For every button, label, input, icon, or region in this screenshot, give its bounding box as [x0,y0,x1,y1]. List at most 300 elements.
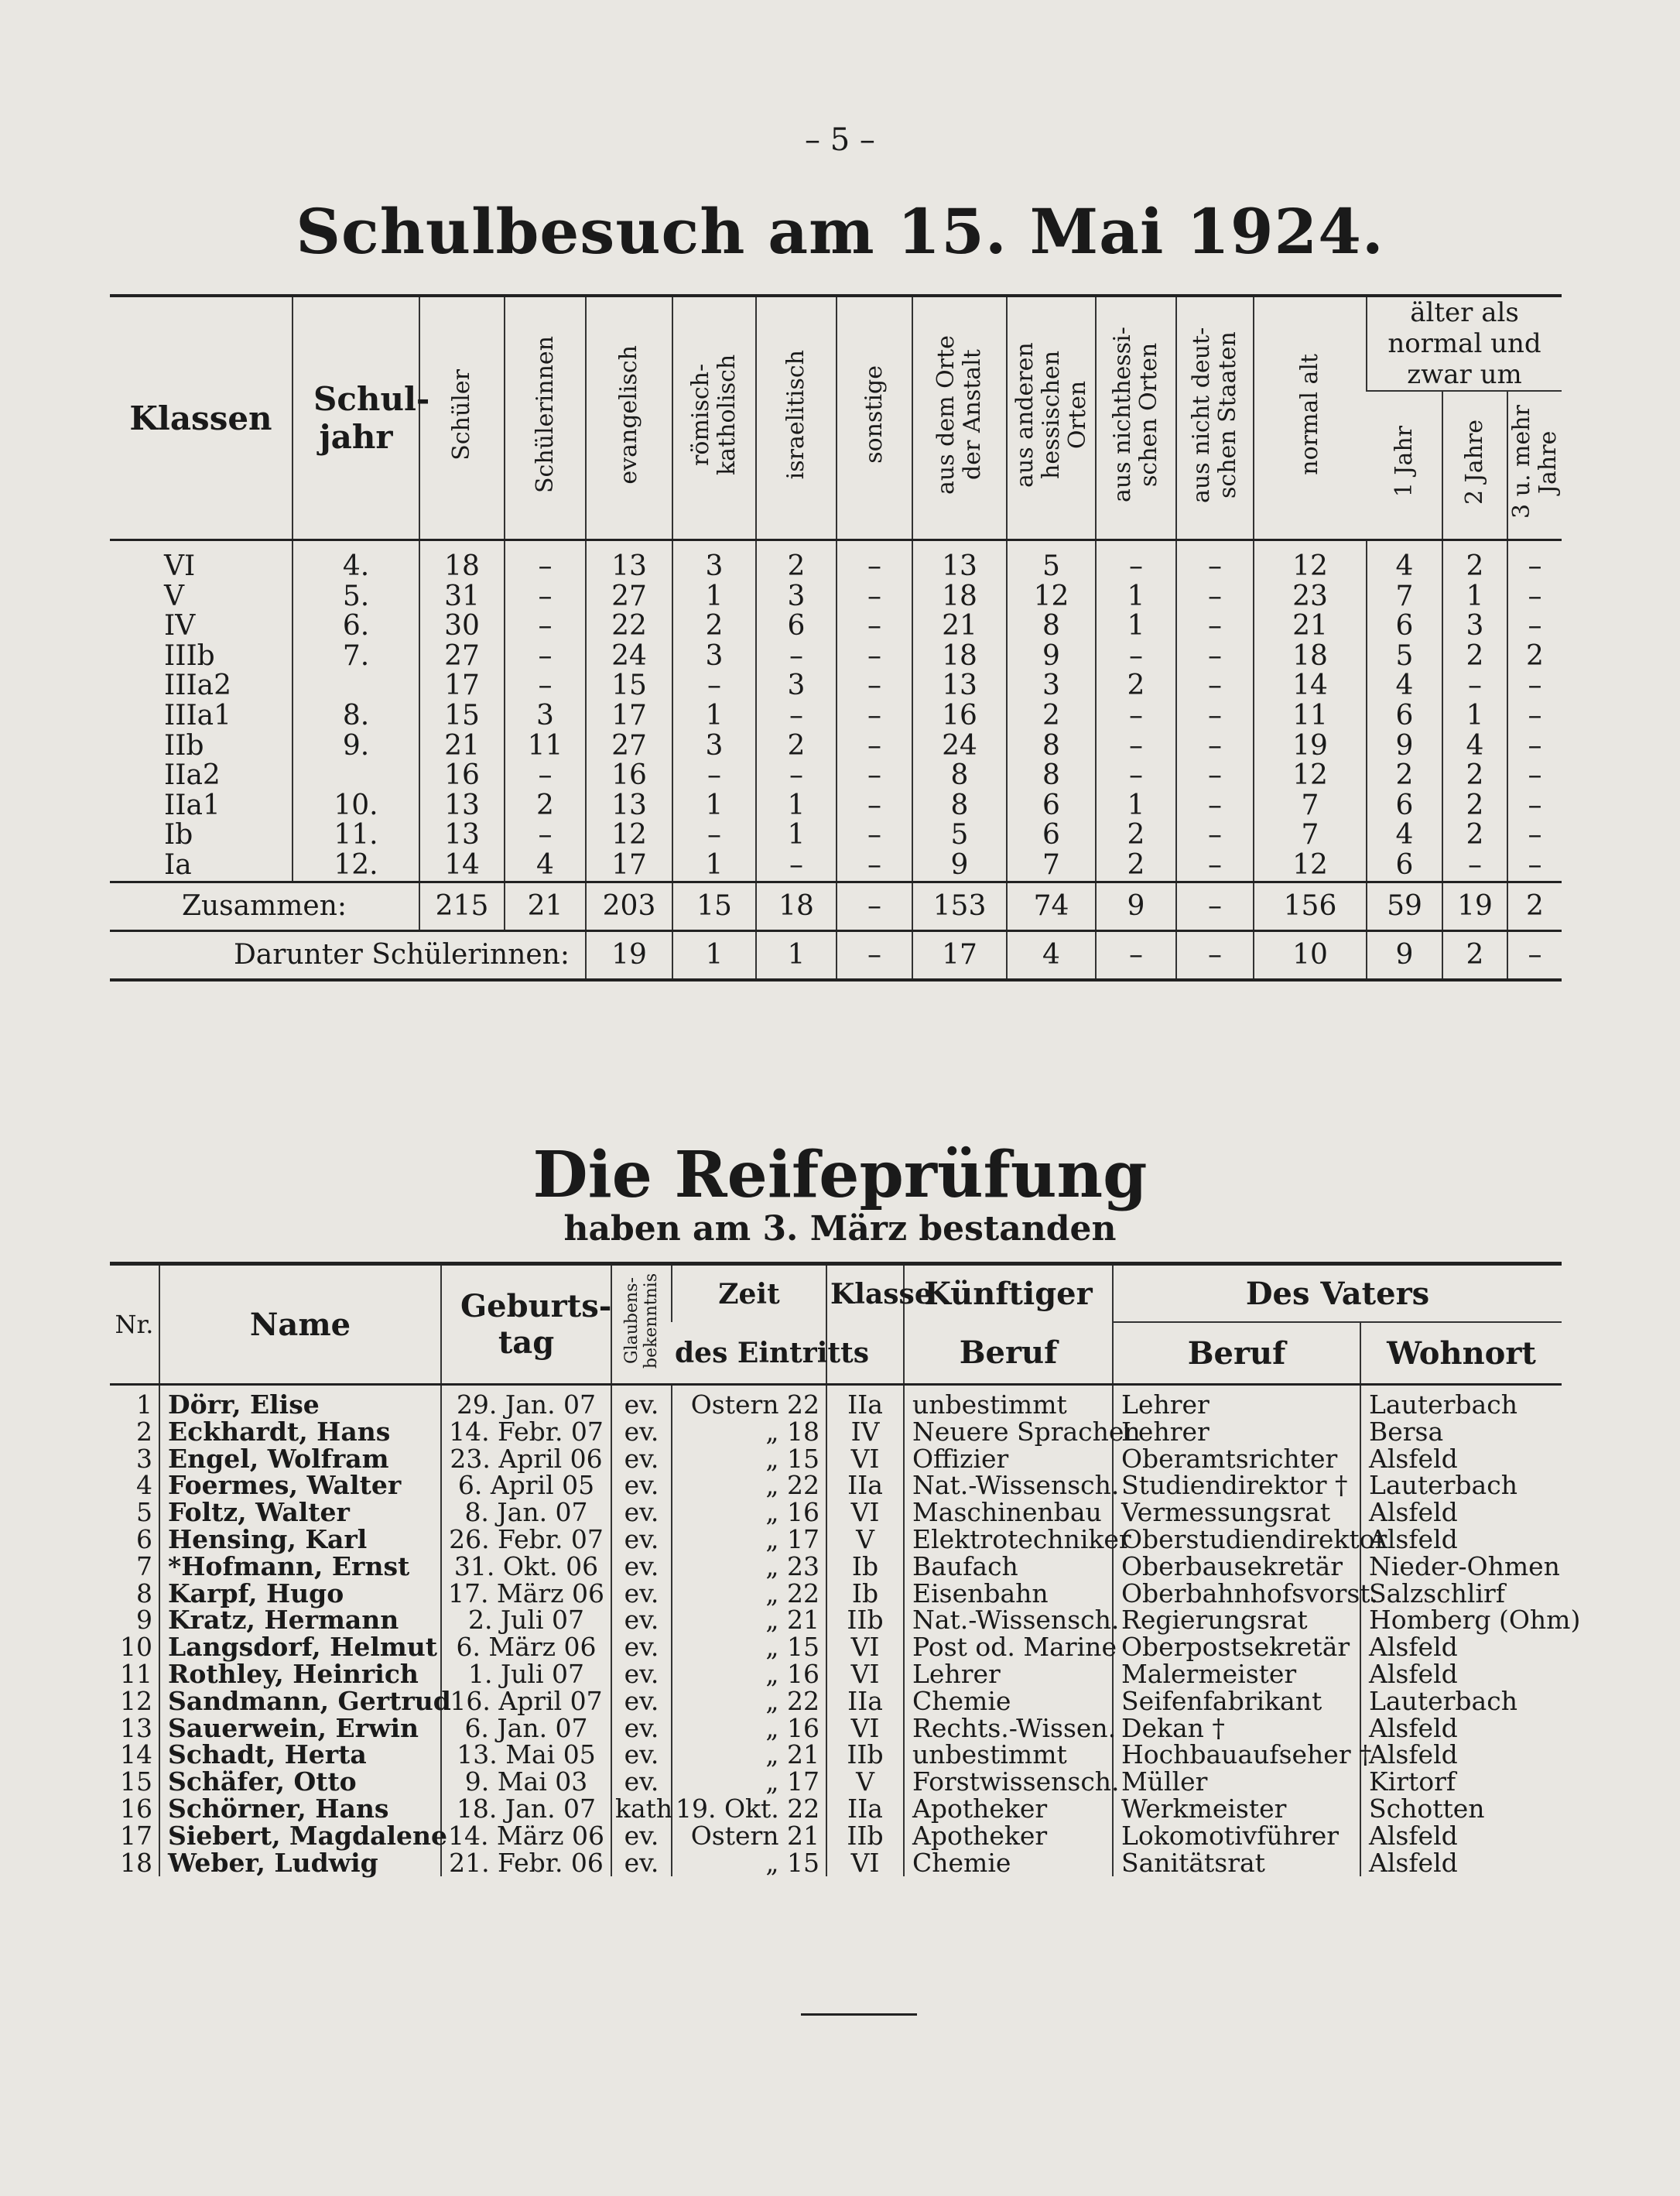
student-name: Schäfer, Otto [159,1769,441,1796]
exam-cell: Hochbauaufseher † [1113,1742,1360,1769]
class-name: IIb [164,729,204,762]
exam-cell: Baufach [904,1554,1113,1581]
total-cell: 19 [1442,882,1507,930]
girls-cell: 1 [756,930,837,980]
header-aelter-group: älter als normal und zwar um [1367,296,1562,391]
student-name: Rothley, Heinrich [159,1661,441,1688]
total-cell: 18 [756,882,837,930]
exam-cell: VI [826,1850,904,1877]
attendance-cell: – [837,582,912,612]
attendance-cell: – [1096,761,1176,791]
exam-cell: kath [611,1796,672,1823]
attendance-cell: 1 [672,851,756,882]
exam-cell: VI [826,1661,904,1688]
exam-cell: „ 21 [672,1742,826,1769]
exam-row [110,1796,1562,1823]
attendance-cell: 4 [1442,731,1507,762]
header-vater-beruf: Beruf [1113,1322,1360,1385]
exam-cell: VI [826,1499,904,1526]
attendance-row [110,582,1562,612]
exam-cell: VI [826,1715,904,1742]
class-name: IIIb [164,639,215,672]
exam-cell: ev. [611,1661,672,1688]
exam-row [110,1661,1562,1688]
exam-cell: 16. April 07 [441,1688,611,1715]
attendance-cell: – [1176,701,1254,731]
exam-cell: unbestimmt [904,1385,1113,1419]
attendance-cell: – [1176,540,1254,582]
exam-cell: 2. Juli 07 [441,1607,611,1634]
girls-cell: – [1176,930,1254,980]
attendance-cell: – [837,851,912,882]
student-name: Siebert, Magdalene [159,1823,441,1850]
exam-cell: 5 [136,1497,152,1528]
attendance-row [110,731,1562,762]
exam-cell: 17. März 06 [441,1581,611,1608]
exam-cell: 7 [136,1550,152,1581]
header-normal-alt: normal alt [1254,296,1367,540]
exam-cell: Nieder-Ohmen [1360,1554,1562,1581]
exam-cell: ev. [611,1607,672,1634]
student-name: Karpf, Hugo [159,1581,441,1608]
student-name: Hensing, Karl [159,1526,441,1554]
exam-cell: 3 [136,1443,152,1474]
exam-cell: ev. [611,1688,672,1715]
student-name: Foermes, Walter [159,1472,441,1499]
attendance-cell: 18 [419,540,505,582]
attendance-cell: 19 [1254,731,1367,762]
header-katholisch: römisch-katholisch [672,296,756,540]
exam-cell: Eisenbahn [904,1581,1113,1608]
exam-cell: 29. Jan. 07 [441,1385,611,1419]
girls-cell: – [1507,930,1562,980]
header-schuelerinnen: Schülerinnen [505,296,586,540]
exam-cell: Lehrer [1113,1419,1360,1446]
header-schueler: Schüler [419,296,505,540]
class-name: V [164,580,184,612]
attendance-cell: – [1176,851,1254,882]
exam-row [110,1850,1562,1877]
exam-cell: „ 18 [672,1419,826,1446]
attendance-cell: 15 [586,671,672,701]
attendance-cell: 2 [1442,540,1507,582]
header-hessische-orte: aus anderen hessischen Orten [1007,296,1096,540]
attendance-cell: 1 [756,821,837,851]
attendance-cell: 14 [1254,671,1367,701]
exam-cell: Lauterbach [1360,1385,1562,1419]
exam-cell: 14. März 06 [441,1823,611,1850]
attendance-cell: 27 [586,582,672,612]
total-cell: – [1176,882,1254,930]
attendance-row [110,851,1562,882]
exam-cell: ev. [611,1581,672,1608]
exam-cell: 1. Juli 07 [441,1661,611,1688]
attendance-cell: 2 [1442,642,1507,672]
attendance-cell: 11. [293,821,419,851]
exam-cell: 12 [120,1685,152,1716]
girls-cell: 1 [672,930,756,980]
exam-cell: Lauterbach [1360,1472,1562,1499]
attendance-cell: – [837,701,912,731]
attendance-cell: – [1507,731,1562,762]
attendance-cell: 6 [1007,821,1096,851]
attendance-cell: 21 [419,731,505,762]
exam-cell: ev. [611,1446,672,1473]
total-cell: – [837,882,912,930]
attendance-cell: 13 [419,791,505,821]
attendance-cell: – [1507,791,1562,821]
attendance-cell: 17 [586,851,672,882]
attendance-row [110,791,1562,821]
exam-cell: Alsfeld [1360,1823,1562,1850]
attendance-cell: – [505,612,586,642]
girls-cell: 4 [1007,930,1096,980]
exam-cell: Alsfeld [1360,1634,1562,1661]
exam-cell: 18 [120,1847,152,1878]
exam-cell: 9. Mai 03 [441,1769,611,1796]
attendance-cell: 18 [912,642,1007,672]
exam-cell: „ 15 [672,1850,826,1877]
exam-cell: 4 [136,1470,152,1501]
attendance-cell: 9 [1367,731,1442,762]
attendance-cell: 1 [1096,791,1176,821]
attendance-cell: 2 [1442,791,1507,821]
attendance-cell: 13 [912,540,1007,582]
attendance-cell: – [756,851,837,882]
header-zwei-jahre: 2 Jahre [1442,391,1507,540]
attendance-cell: – [837,821,912,851]
header-drei-jahre: 3 u. mehr Jahre [1507,391,1562,540]
exam-cell: Ib [826,1581,904,1608]
header-israelitisch: israelitisch [756,296,837,540]
attendance-cell: – [1176,761,1254,791]
exam-cell: ev. [611,1742,672,1769]
exam-cell: ev. [611,1715,672,1742]
attendance-row [110,821,1562,851]
attendance-cell: 21 [912,612,1007,642]
exam-cell: Neuere Sprachen [904,1419,1113,1446]
attendance-cell: 1 [1442,582,1507,612]
attendance-cell: 6 [756,612,837,642]
exam-cell: „ 15 [672,1446,826,1473]
attendance-cell: 1 [1442,701,1507,731]
attendance-cell: 17 [419,671,505,701]
attendance-cell: 12 [1254,851,1367,882]
attendance-cell: 9 [1007,642,1096,672]
exam-cell: 17 [120,1820,152,1851]
total-cell: 153 [912,882,1007,930]
exam-cell: IIa [826,1796,904,1823]
attendance-cell: 4 [505,851,586,882]
attendance-cell: 5 [912,821,1007,851]
exam-cell: 6. März 06 [441,1634,611,1661]
attendance-cell: 6 [1367,612,1442,642]
exam-table [110,1262,1581,1878]
exam-cell: „ 21 [672,1607,826,1634]
attendance-cell: – [837,791,912,821]
class-name: IIIa1 [164,699,232,731]
exam-cell: IIb [826,1607,904,1634]
exam-cell: IIa [826,1688,904,1715]
header-evangelisch: evangelisch [586,296,672,540]
girls-cell: – [837,930,912,980]
attendance-cell: – [505,582,586,612]
exam-cell: 6. Jan. 07 [441,1715,611,1742]
attendance-cell: 18 [912,582,1007,612]
attendance-cell: 3 [1007,671,1096,701]
attendance-cell: 8 [1007,761,1096,791]
exam-cell: ev. [611,1769,672,1796]
exam-title: Die Reifeprüfung [532,1138,1148,1212]
attendance-cell: 9. [293,731,419,762]
exam-row [110,1472,1562,1499]
exam-cell: IV [826,1419,904,1446]
attendance-cell: 2 [1507,642,1562,672]
attendance-cell: 24 [912,731,1007,762]
exam-cell: Vermessungsrat [1113,1499,1360,1526]
attendance-cell: 2 [756,731,837,762]
exam-cell: 21. Febr. 06 [441,1850,611,1877]
exam-row [110,1499,1562,1526]
attendance-cell: – [1507,540,1562,582]
attendance-cell: – [505,642,586,672]
attendance-cell: 11 [1254,701,1367,731]
exam-row [110,1581,1562,1608]
attendance-cell: – [1096,731,1176,762]
exam-cell: 15 [120,1766,152,1797]
exam-cell: „ 16 [672,1715,826,1742]
attendance-cell: 6 [1007,791,1096,821]
exam-cell: Alsfeld [1360,1446,1562,1473]
attendance-cell: 13 [586,791,672,821]
student-name: Schörner, Hans [159,1796,441,1823]
girls-cell: 2 [1442,930,1507,980]
exam-cell: Apotheker [904,1796,1113,1823]
class-name: IIIa2 [164,670,232,702]
exam-cell: 11 [120,1658,152,1689]
attendance-cell: – [1176,821,1254,851]
attendance-cell: – [837,671,912,701]
student-name: Sauerwein, Erwin [159,1715,441,1742]
exam-cell: Oberstudiendirektor [1113,1526,1360,1554]
exam-cell: IIb [826,1823,904,1850]
exam-cell: ev. [611,1472,672,1499]
exam-cell: „ 23 [672,1554,826,1581]
student-name: Sandmann, Gertrud [159,1688,441,1715]
attendance-cell: 16 [419,761,505,791]
attendance-cell: 8 [912,791,1007,821]
attendance-cell: 5 [1007,540,1096,582]
header-klasse: Klasse [826,1264,904,1323]
attendance-cell: – [1176,582,1254,612]
exam-cell: 6 [136,1523,152,1554]
header-zeit-bottom: des Eintritts [672,1322,826,1385]
class-name: IIa1 [164,789,221,821]
attendance-title: Schulbesuch am 15. Mai 1924. [296,195,1384,268]
girls-cell: – [1096,930,1176,980]
exam-cell: „ 22 [672,1581,826,1608]
exam-cell: Lehrer [904,1661,1113,1688]
attendance-cell: 5 [1367,642,1442,672]
attendance-cell: – [1096,642,1176,672]
total-cell: 156 [1254,882,1367,930]
attendance-cell: 3 [1442,612,1507,642]
exam-row [110,1715,1562,1742]
exam-cell: Alsfeld [1360,1742,1562,1769]
exam-cell: Alsfeld [1360,1715,1562,1742]
attendance-cell: 11 [505,731,586,762]
attendance-cell: 27 [419,642,505,672]
student-name: Eckhardt, Hans [159,1419,441,1446]
attendance-cell: – [1096,701,1176,731]
attendance-cell: – [1096,540,1176,582]
exam-row [110,1688,1562,1715]
class-name: IV [164,610,196,642]
attendance-row [110,701,1562,731]
exam-cell: „ 17 [672,1769,826,1796]
exam-cell: 9 [136,1605,152,1636]
exam-cell: Elektrotechniker [904,1526,1113,1554]
exam-cell: 13. Mai 05 [441,1742,611,1769]
attendance-cell: 31 [419,582,505,612]
exam-cell: Chemie [904,1850,1113,1877]
student-name: Schadt, Herta [159,1742,441,1769]
exam-cell: Maschinenbau [904,1499,1113,1526]
exam-cell: 16 [120,1793,152,1824]
girls-cell: 19 [586,930,672,980]
exam-cell: Ostern 22 [672,1385,826,1419]
exam-cell: Ib [826,1554,904,1581]
attendance-cell: – [1176,791,1254,821]
girls-cell: 10 [1254,930,1367,980]
attendance-cell: – [1176,642,1254,672]
class-name: Ib [164,819,193,851]
exam-cell: Oberamtsrichter [1113,1446,1360,1473]
header-nicht-deutsche: aus nicht deut-schen Staaten [1176,296,1254,540]
attendance-cell: 2 [1367,761,1442,791]
class-name: Ia [164,848,192,881]
attendance-cell: – [837,540,912,582]
attendance-cell: 9 [912,851,1007,882]
attendance-cell: 22 [586,612,672,642]
attendance-cell: 12 [1254,761,1367,791]
end-rule [801,2013,917,2016]
attendance-row [110,671,1562,701]
total-cell: 21 [505,882,586,930]
attendance-cell: – [1507,612,1562,642]
attendance-cell: – [1507,851,1562,882]
attendance-cell: 3 [756,671,837,701]
exam-cell: Alsfeld [1360,1661,1562,1688]
attendance-cell: 6 [1367,851,1442,882]
exam-cell: Chemie [904,1688,1113,1715]
attendance-cell: – [1442,851,1507,882]
attendance-cell: 4 [1367,540,1442,582]
exam-cell: „ 22 [672,1688,826,1715]
attendance-cell: – [1507,761,1562,791]
exam-cell: 26. Febr. 07 [441,1526,611,1554]
exam-cell: Seifenfabrikant [1113,1688,1360,1715]
attendance-cell: 6 [1367,701,1442,731]
exam-cell: Oberpostsekretär [1113,1634,1360,1661]
exam-cell: Müller [1113,1769,1360,1796]
attendance-cell: 10. [293,791,419,821]
exam-cell: ev. [611,1419,672,1446]
attendance-cell: – [1507,821,1562,851]
exam-cell: Malermeister [1113,1661,1360,1688]
exam-row [110,1526,1562,1554]
attendance-cell: 12. [293,851,419,882]
student-name: Weber, Ludwig [159,1850,441,1877]
attendance-cell: – [672,761,756,791]
exam-cell: Rechts.-Wissen. [904,1715,1113,1742]
exam-cell: 13 [120,1712,152,1743]
attendance-cell: – [756,761,837,791]
exam-cell: Alsfeld [1360,1850,1562,1877]
attendance-cell: 12 [586,821,672,851]
attendance-cell: 1 [672,582,756,612]
attendance-cell: 3 [672,540,756,582]
exam-cell: ev. [611,1823,672,1850]
attendance-cell: 2 [1007,701,1096,731]
header-geburtstag: Geburts-tag [441,1264,611,1385]
header-beruf-bottom: Beruf [904,1322,1113,1385]
exam-cell: Schotten [1360,1796,1562,1823]
total-cell: 215 [419,882,505,930]
attendance-cell: 4 [1367,671,1442,701]
attendance-cell: – [672,671,756,701]
exam-cell: Alsfeld [1360,1526,1562,1554]
attendance-cell: 15 [419,701,505,731]
attendance-cell: 12 [1254,540,1367,582]
girls-cell: 17 [912,930,1007,980]
attendance-cell: 8. [293,701,419,731]
exam-cell: Salzschlirf [1360,1581,1562,1608]
exam-cell: Nat.-Wissensch. [904,1607,1113,1634]
class-name: VI [164,550,196,582]
exam-cell: Ostern 21 [672,1823,826,1850]
exam-cell: ev. [611,1554,672,1581]
student-name: *Hofmann, Ernst [159,1554,441,1581]
student-name: Dörr, Elise [159,1385,441,1419]
exam-cell: Kirtorf [1360,1769,1562,1796]
exam-row [110,1419,1562,1446]
attendance-cell: 8 [1007,612,1096,642]
header-ort-anstalt: aus dem Orte der Anstalt [912,296,1007,540]
attendance-cell: 1 [672,791,756,821]
exam-cell: „ 16 [672,1499,826,1526]
attendance-cell: 13 [912,671,1007,701]
exam-cell: Post od. Marine [904,1634,1113,1661]
exam-cell: Lehrer [1113,1385,1360,1419]
attendance-cell: – [1507,701,1562,731]
header-schuljahr: Schul-jahr [293,296,419,540]
exam-subtitle: haben am 3. März bestanden [563,1209,1117,1249]
attendance-cell: – [756,642,837,672]
header-vater: Des Vaters [1113,1264,1562,1323]
attendance-cell: – [672,821,756,851]
header-zeit-top: Zeit [672,1264,826,1323]
exam-cell: 14 [120,1739,152,1770]
exam-row [110,1823,1562,1850]
exam-cell: Apotheker [904,1823,1113,1850]
header-vater-wohnort: Wohnort [1360,1322,1562,1385]
header-beruf-top: Künftiger [904,1264,1113,1323]
exam-cell: Regierungsrat [1113,1607,1360,1634]
exam-cell: 19. Okt. 22 [672,1796,826,1823]
exam-cell: 2 [136,1416,152,1447]
exam-cell: Nat.-Wissensch. [904,1472,1113,1499]
